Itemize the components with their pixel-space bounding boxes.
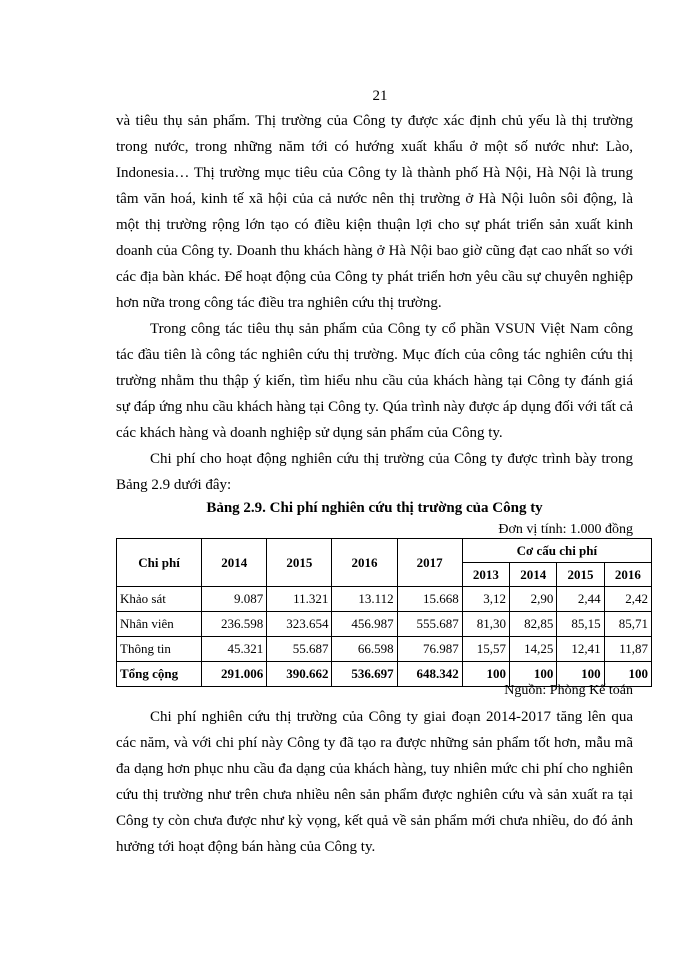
header-year: 2016 [332, 539, 397, 587]
row-label: Tổng cộng [117, 662, 202, 687]
row-label: Thông tin [117, 637, 202, 662]
share-cell: 12,41 [557, 637, 604, 662]
table-source-note: Nguồn: Phòng Kế toán [504, 683, 633, 698]
header-year: 2014 [202, 539, 267, 587]
header-co-cau-year: 2014 [510, 563, 557, 587]
table-title: Bảng 2.9. Chi phí nghiên cứu thị trường của Công ty [206, 500, 543, 516]
cost-cell: 555.687 [397, 612, 462, 637]
share-cell: 3,12 [462, 587, 509, 612]
paragraph-market-intro: và tiêu thụ sản phẩm. Thị trường của Công ty được xác định chủ yếu là thị trường trong nước, trong những năm tới có hướng xuất khẩu ở một số nước như: Lào, Indonesia… Thị trường mục tiêu của Công ty là thành phố Hà Nội, Hà Nội là trung tâm văn hoá, kinh tế xã hội của cả nước nên thị trường ở Hà Nội luôn sôi động, là một thị trường rộng lớn tạo có điều kiện thuận lợi cho sự phát triển sản xuất kinh doanh của Công ty. Doanh thu khách hàng ở Hà Nội bao giờ cũng đạt cao nhất so với các địa bàn khác. Để hoạt động của Công ty phát triển hơn yêu cầu sự chuyên nghiệp hơn nữa trong công tác điều tra nghiên cứu thị trường. [116, 113, 633, 311]
table-row [117, 587, 652, 612]
cost-cell: 55.687 [267, 637, 332, 662]
header-co-cau-year: 2013 [462, 563, 509, 587]
share-cell: 2,42 [604, 587, 651, 612]
header-co-cau-year: 2015 [557, 563, 604, 587]
share-cell: 100 [510, 662, 557, 687]
header-year: 2015 [267, 539, 332, 587]
row-label: Khảo sát [117, 587, 202, 612]
share-cell: 85,71 [604, 612, 651, 637]
cost-cell: 236.598 [202, 612, 267, 637]
table-row [117, 637, 652, 662]
share-cell: 2,90 [510, 587, 557, 612]
paragraph-table-intro: Chi phí cho hoạt động nghiên cứu thị trường của Công ty được trình bày trong Bảng 2.9 dưới đây: [116, 451, 633, 493]
header-year: 2017 [397, 539, 462, 587]
share-cell: 81,30 [462, 612, 509, 637]
header-co-cau-chi-phi: Cơ cấu chi phí [462, 539, 651, 563]
cost-cell: 648.342 [397, 662, 462, 687]
paragraph-conclusion: Chi phí nghiên cứu thị trường của Công ty giai đoạn 2014-2017 tăng lên qua các năm, và với chi phí này Công ty đã tạo ra được những sản phẩm tốt hơn, mẫu mã đa dạng hơn phục nhu cầu đa dạng của khách hàng, tuy nhiên mức chi phí cho nghiên cứu thị trường như trên chưa nhiều nên sản phẩm được nghiên cứu và sản xuất ra tại Công ty còn chưa được như kỳ vọng, kết quả về sản phẩm mới chưa nhiều, do đó ảnh hưởng tới hoạt động bán hàng của Công ty. [116, 709, 633, 855]
share-cell: 15,57 [462, 637, 509, 662]
cost-cell: 291.006 [202, 662, 267, 687]
cost-cell: 390.662 [267, 662, 332, 687]
cost-cell: 13.112 [332, 587, 397, 612]
cost-cell: 536.697 [332, 662, 397, 687]
table-unit-note: Đơn vị tính: 1.000 đồng [498, 522, 633, 537]
cost-cell: 66.598 [332, 637, 397, 662]
cost-cell: 456.987 [332, 612, 397, 637]
table-header-row [117, 539, 652, 563]
row-label: Nhân viên [117, 612, 202, 637]
share-cell: 11,87 [604, 637, 651, 662]
share-cell: 100 [462, 662, 509, 687]
cost-cell: 15.668 [397, 587, 462, 612]
market-research-cost-table [116, 538, 652, 687]
share-cell: 85,15 [557, 612, 604, 637]
share-cell: 100 [604, 662, 651, 687]
cost-cell: 76.987 [397, 637, 462, 662]
page-number: 21 [372, 88, 388, 104]
cost-cell: 11.321 [267, 587, 332, 612]
header-chi-phi: Chi phí [117, 539, 202, 587]
paragraph-research-work: Trong công tác tiêu thụ sản phẩm của Công ty cổ phần VSUN Việt Nam công tác đầu tiên là công tác nghiên cứu thị trường. Mục đích của công tác nghiên cứu thị trường nhằm thu thập ý kiến, tìm hiểu nhu cầu của khách hàng tại Công ty đánh giá sự đáp ứng nhu cầu khách hàng tại Công ty. Qúa trình này được áp dụng đối với tất cả các khách hàng và doanh nghiệp sử dụng sản phẩm của Công ty. [116, 321, 633, 441]
share-cell: 100 [557, 662, 604, 687]
cost-cell: 323.654 [267, 612, 332, 637]
cost-cell: 9.087 [202, 587, 267, 612]
cost-cell: 45.321 [202, 637, 267, 662]
share-cell: 14,25 [510, 637, 557, 662]
header-co-cau-year: 2016 [604, 563, 651, 587]
share-cell: 82,85 [510, 612, 557, 637]
share-cell: 2,44 [557, 587, 604, 612]
table-row [117, 612, 652, 637]
